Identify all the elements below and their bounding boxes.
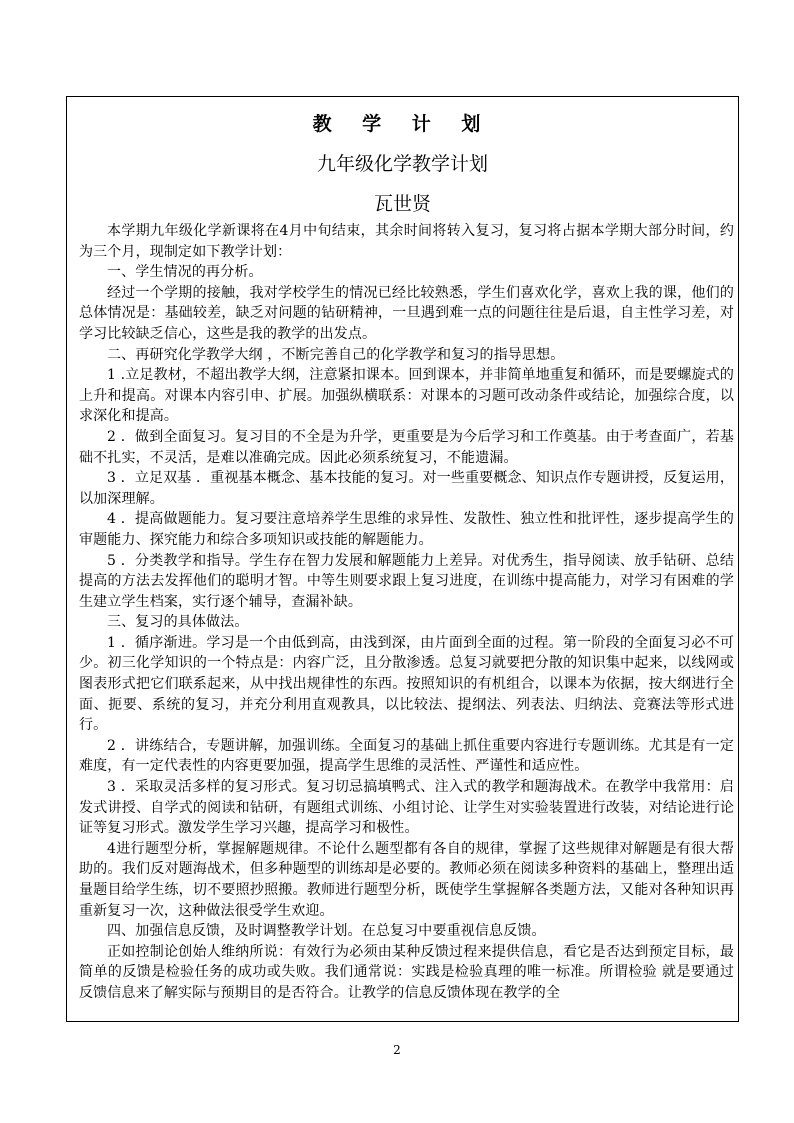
paragraph: 1 .立足教材，不超出教学大纲，注意紧扣课本。回到课本，并非简单地重复和循环，而是要螺旋式的上升和提高。对课本内容引申、扩展。加强纵横联系：对课本的习题可改动条件或结论，加强综合度，以求深化和提高。 — [79, 367, 734, 425]
paragraph: 3 ．立足双基 ．重视基本概念、基本技能的复习。对一些重要概念、知识点作专题讲授，反复运用，以加深理解。 — [79, 470, 734, 507]
section-heading: 四、加强信息反馈，及时调整教学计划。在总复习中要重视信息反馈。 — [107, 923, 546, 940]
paragraph: 正如控制论创始人维纳所说：有效行为必须由某种反馈过程来提供信息，看它是否达到预定目标，最简单的反馈是检验任务的成功或失败。我们通常说：实践是检验真理的唯一标准。所谓检验 就是要通过反馈信息来了解实际与预期目的是否符合。让教学的信息反馈体现在教学的全 — [79, 943, 734, 1001]
paragraph: 2 ．做到全面复习。复习目的不全是为升学，更重要是为今后学习和工作奠基。由于考查面广，若基础不扎实，不灵活，是难以准确完成。因此必须系统复习，不能遗漏。 — [79, 428, 734, 466]
document-body — [79, 221, 734, 1004]
author-name: 瓦世贤 — [373, 193, 431, 215]
paragraph: 本学期九年级化学新课将在4月中旬结束，其余时间将转入复习，复习将占据本学期大部分时间，约为三个月，现制定如下教学计划： — [79, 223, 734, 260]
document-title: 教 学 计 划 — [312, 113, 493, 135]
paragraph: 4 ．提高做题能力。复习要注意培养学生思维的求异性、发散性、独立性和批评性，逐步提高学生的审题能力、探究能力和综合多项知识或技能的解题能力。 — [79, 511, 734, 548]
paragraph: 2 ．讲练结合，专题讲解，加强训练。全面复习的基础上抓住重要内容进行专题训练。尤其是有一定难度，有一定代表性的内容更要加强，提高学生思维的灵活性、严谨性和适应性。 — [79, 737, 734, 775]
page-number: 2 — [393, 1043, 401, 1057]
document-subtitle: 九年级化学教学计划 — [316, 153, 488, 175]
section-heading: 一、学生情况的再分析。 — [107, 264, 263, 281]
paragraph: 3 ．采取灵活多样的复习形式。复习切忌搞填鸭式、注入式的教学和题海战术。在教学中我常用：启发式讲授、自学式的阅读和钻研，有题组式训练、小组讨论、让学生对实验装置进行改装，对结论进行论证等复习形式。激发学生学习兴趣，提高学习和极性。 — [79, 779, 734, 837]
paragraph: 经过一个学期的接触，我对学校学生的情况已经比较熟悉，学生们喜欢化学，喜欢上我的课，他们的总体情况是：基础较差，缺乏对问题的钻研精神，一旦遇到难一点的问题往往是后退，自主性学习差，对学习比较缺乏信心，这些是我的教学的出发点。 — [79, 284, 734, 342]
paragraph: 4进行题型分析，掌握解题规律。不论什么题型都有各自的规律，掌握了这些规律对解题是有很大帮助的。我们反对题海战术，但多种题型的训练却是必要的。教师必须在阅读多种资料的基础上，整理出适量题目给学生练，切不要照抄照搬。教师进行题型分析，既使学生掌握解各类题方法，又能对各种知识再重新复习一次，这种做法很受学生欢迎。 — [79, 840, 734, 919]
section-heading: 三、复习的具体做法。 — [107, 614, 249, 631]
paragraph: 1 ．循序渐进。学习是一个由低到高，由浅到深，由片面到全面的过程。第一阶段的全面复习必不可少。初三化学知识的一个特点是：内容广泛，且分散渗透。总复习就要把分散的知识集中起来，以线网或图表形式把它们联系起来，从中找出规律性的东西。按照知识的有机组合，以课本为依据，按大纲进行全面、扼要、系统的复习，并充分利用直观教具，以比较法、提纲法、列表法、归纳法、竞赛法等形式进行。 — [79, 634, 734, 734]
section-heading: 二、再研究化学教学大纲 ，不断完善自己的化学教学和复习的指导思想。 — [107, 346, 565, 363]
document-frame — [66, 96, 739, 1022]
paragraph: 5 ．分类教学和指导。学生存在智力发展和解题能力上差异。对优秀生，指导阅读、放手钻研、总结提高的方法去发挥他们的聪明才智。中等生则要求跟上复习进度，在训练中提高能力，对学习有困难的学生建立学生档案，实行逐个辅导，查漏补缺。 — [79, 552, 734, 610]
